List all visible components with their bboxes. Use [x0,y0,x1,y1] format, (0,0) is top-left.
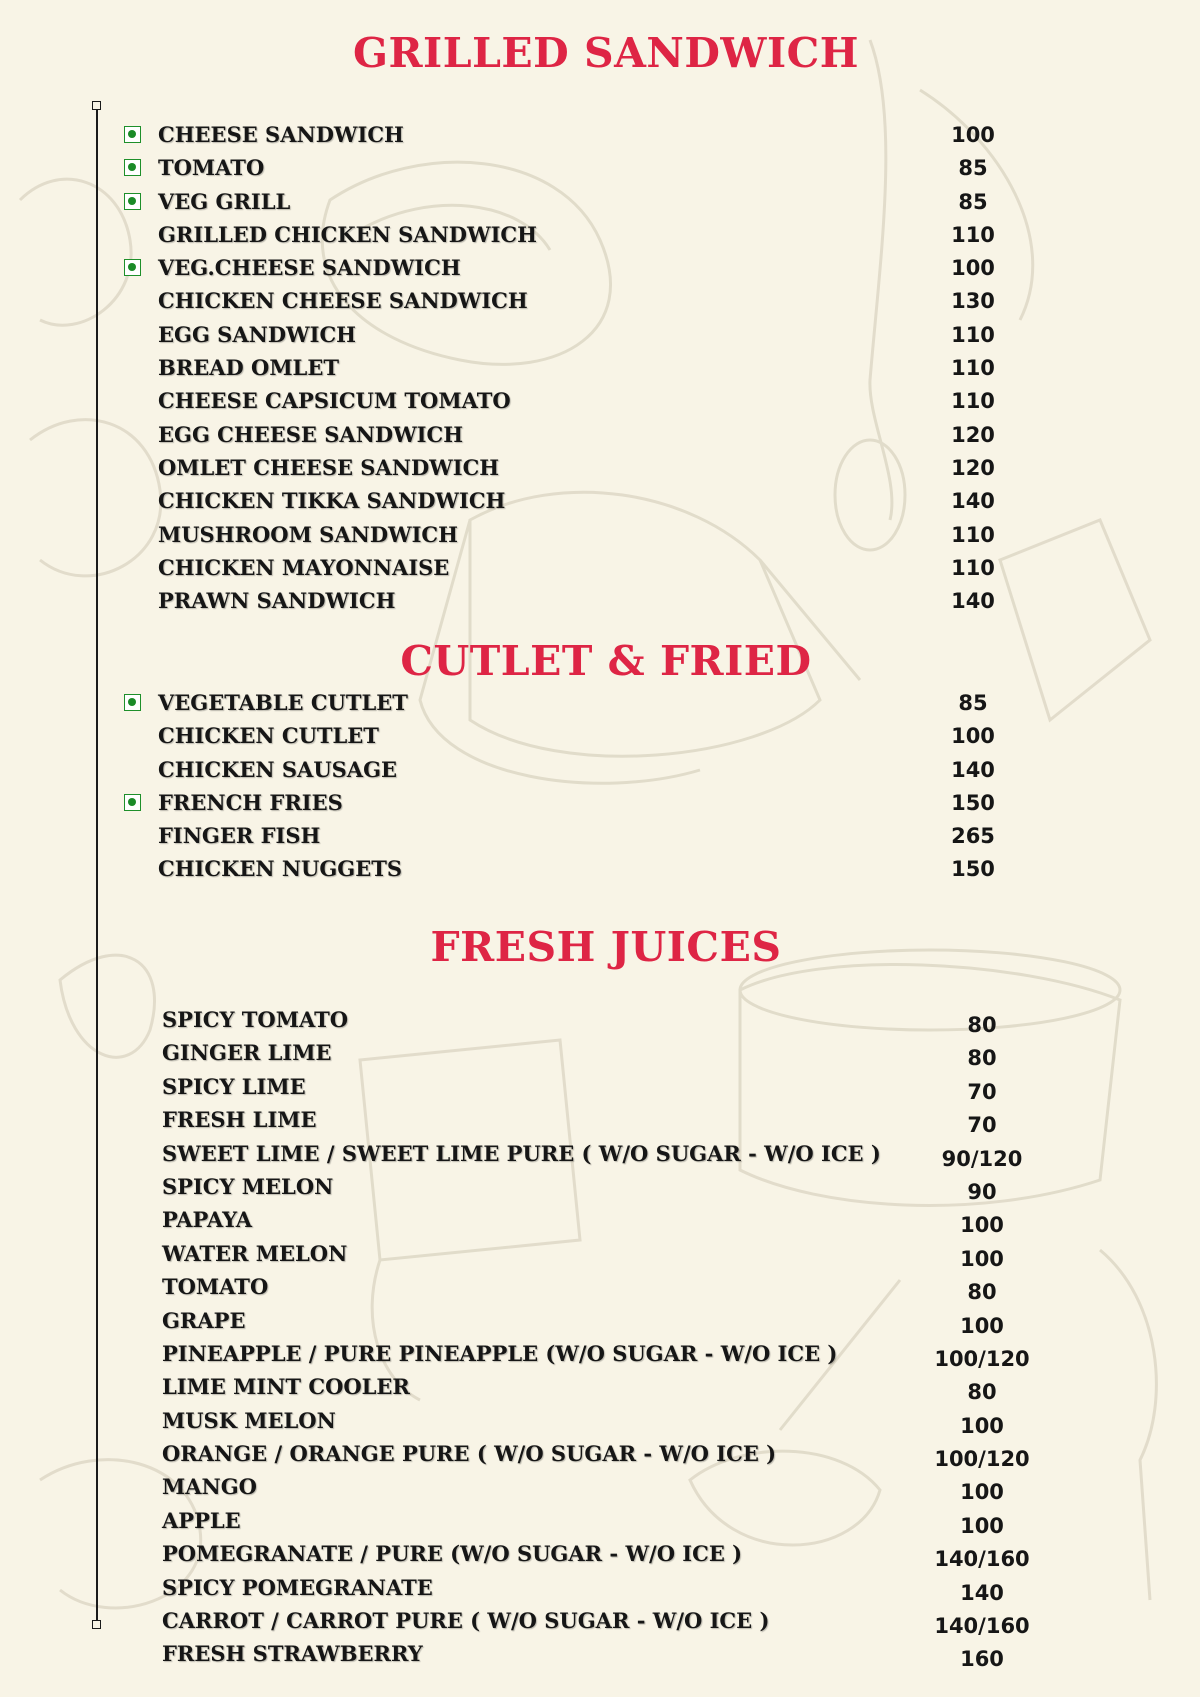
menu-item-price: 140 [951,589,995,614]
menu-item-name: FRESH LIME [162,1107,317,1133]
menu-item-name: TOMATO [162,1274,269,1300]
menu-item-name: CHICKEN SAUSAGE [158,756,398,782]
menu-item-price: 110 [951,222,995,247]
menu-item-name: SPICY MELON [162,1173,334,1199]
menu-item-name: TOMATO [158,155,265,181]
section-title-fresh-juices: FRESH JUICES [430,923,782,971]
vertical-rule [96,105,98,1625]
menu-item-price: 100 [951,123,995,147]
menu-item-price: 150 [951,790,995,815]
menu-item-name: SPICY LIME [162,1073,306,1099]
menu-item-price: 150 [951,857,995,882]
menu-item-price: 120 [951,455,995,480]
menu-item-name: ORANGE / ORANGE PURE ( W/O SUGAR - W/O ICE ) [162,1441,777,1467]
menu-item-name: CHICKEN NUGGETS [158,856,403,882]
menu-item-name: GRILLED CHICKEN SANDWICH [158,221,537,247]
menu-item-price: 130 [951,289,995,314]
menu-item-name: FRESH STRAWBERRY [162,1641,423,1667]
menu-item-name: SPICY TOMATO [162,1007,349,1032]
menu-item-price: 80 [967,1280,997,1305]
menu-item-name: MUSK MELON [162,1407,336,1433]
menu-item-price: 85 [958,156,988,181]
section-title-cutlet-fried: CUTLET & FRIED [400,637,812,685]
menu-item-price: 140 [951,489,995,514]
menu-item-price: 110 [951,555,995,580]
section-title-grilled-sandwich: GRILLED SANDWICH [352,29,860,77]
veg-indicator-icon [124,794,141,811]
menu-item-name: VEG.CHEESE SANDWICH [158,255,461,281]
menu-item-price: 100 [960,1213,1004,1238]
menu-item-name: SWEET LIME / SWEET LIME PURE ( W/O SUGAR - W/O ICE ) [162,1140,881,1166]
menu-item-name: FINGER FISH [158,823,321,849]
menu-item-name: MUSHROOM SANDWICH [158,521,458,547]
menu-item-name: BREAD OMLET [158,355,339,381]
menu-item-price: 80 [967,1013,997,1037]
menu-item-price: 100/120 [934,1447,1030,1472]
menu-item-name: CHICKEN CHEESE SANDWICH [158,288,528,314]
menu-item-name: CHICKEN TIKKA SANDWICH [158,488,506,514]
menu-item-price: 90 [967,1179,997,1204]
menu-item-price: 140/160 [934,1547,1030,1572]
menu-item-price: 100 [960,1513,1004,1538]
menu-item-name: PINEAPPLE / PURE PINEAPPLE (W/O SUGAR - W/O ICE ) [162,1340,838,1366]
menu-item-name: PRAWN SANDWICH [158,588,396,614]
menu-item-price: 160 [960,1647,1004,1672]
menu-item-name: PAPAYA [162,1207,253,1233]
menu-item-price: 265 [951,824,995,849]
menu-item-price: 80 [967,1046,997,1071]
menu-item-name: APPLE [162,1507,241,1533]
menu-item-price: 100/120 [934,1346,1030,1371]
menu-item-name: LIME MINT COOLER [162,1374,410,1400]
menu-item-name: OMLET CHEESE SANDWICH [158,454,500,480]
menu-item-name: CHEESE SANDWICH [158,122,404,147]
veg-indicator-icon [124,259,141,276]
menu-item-name: CHICKEN CUTLET [158,723,379,749]
menu-item-price: 100 [951,256,995,281]
veg-indicator-icon [124,694,141,711]
menu-item-price: 70 [967,1079,997,1104]
menu-item-name: FRENCH FRIES [158,789,343,815]
menu-item-name: EGG CHEESE SANDWICH [158,421,464,447]
menu-item-name: VEG GRILL [158,188,291,214]
menu-item-price: 140 [951,757,995,782]
menu-item-name: GRAPE [162,1307,246,1333]
menu-item-price: 110 [951,322,995,347]
menu-item-price: 100 [951,724,995,749]
menu-item-name: MANGO [162,1474,257,1500]
menu-item-price: 110 [951,356,995,381]
menu-item-price: 80 [967,1380,997,1405]
menu-item-name: POMEGRANATE / PURE (W/O SUGAR - W/O ICE ) [162,1541,743,1567]
menu-item-price: 140/160 [934,1614,1030,1639]
menu-item-name: GINGER LIME [162,1040,332,1066]
menu-item-price: 110 [951,522,995,547]
menu-item-price: 100 [960,1246,1004,1271]
veg-indicator-icon [124,159,141,176]
menu-item-name: CHICKEN MAYONNAISE [158,554,450,580]
menu-item-price: 100 [960,1480,1004,1505]
menu-item-price: 85 [958,691,988,715]
veg-indicator-icon [124,193,141,210]
menu-item-name: EGG SANDWICH [158,321,357,347]
menu-item-price: 110 [951,389,995,414]
menu-item-name: CARROT / CARROT PURE ( W/O SUGAR - W/O ICE ) [162,1608,770,1634]
veg-indicator-icon [124,126,141,143]
rule-top-cap [92,101,101,110]
menu-item-name: WATER MELON [162,1240,348,1266]
menu-item-price: 85 [958,189,988,214]
menu-item-price: 100 [960,1413,1004,1438]
menu-item-price: 120 [951,422,995,447]
menu-item-name: CHEESE CAPSICUM TOMATO [158,388,511,414]
menu-item-price: 100 [960,1313,1004,1338]
menu-item-name: VEGETABLE CUTLET [158,690,408,715]
menu-item-price: 140 [960,1580,1004,1605]
menu-item-name: SPICY POMEGRANATE [162,1574,433,1600]
rule-bottom-cap [92,1620,101,1629]
menu-item-price: 90/120 [941,1146,1023,1171]
menu-item-price: 70 [967,1113,997,1138]
